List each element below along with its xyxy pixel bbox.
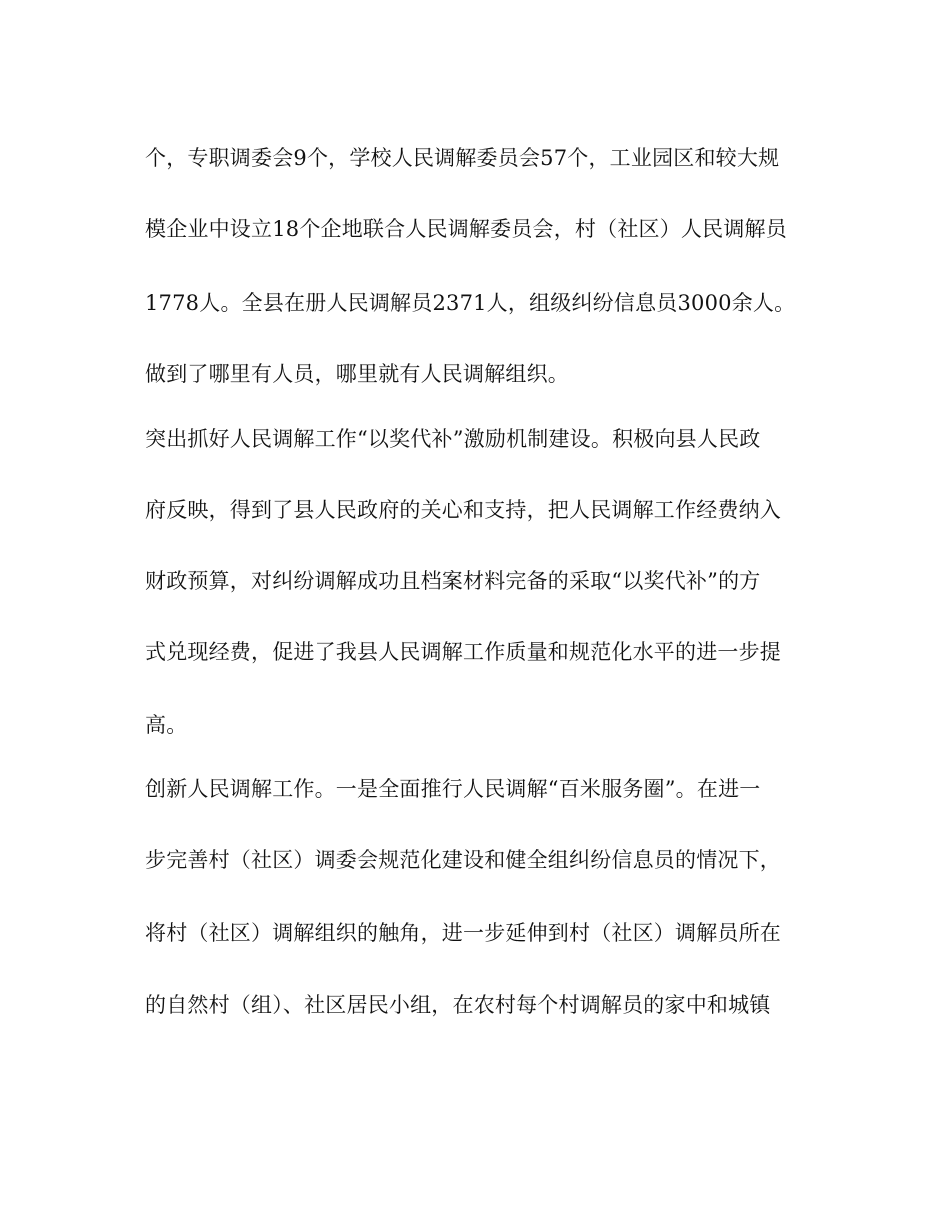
text-line: 模企业中设立18个企地联合人民调解委员会，村（社区）人民调解员 (145, 217, 787, 241)
text-line: 府反映，得到了县人民政府的关心和支持，把人民调解工作经费纳入 (145, 498, 781, 522)
text-line: 将村（社区）调解组织的触角，进一步延伸到村（社区）调解员所在 (145, 921, 781, 945)
text-line: 做到了哪里有人员，哪里就有人民调解组织。 (145, 362, 569, 386)
text-line: 高。 (145, 713, 188, 737)
text-line: 步完善村（社区）调委会规范化建设和健全组纠纷信息员的情况下， (145, 848, 781, 872)
text-line: 个，专职调委会9个，学校人民调解委员会57个，工业园区和较大规 (145, 146, 780, 170)
text-line: 财政预算，对纠纷调解成功且档案材料完备的采取“以奖代补”的方 (145, 569, 761, 593)
text-line: 式兑现经费，促进了我县人民调解工作质量和规范化水平的进一步提 (145, 640, 781, 664)
text-line: 创新人民调解工作。一是全面推行人民调解“百米服务圈”。在进一 (145, 777, 761, 801)
text-line: 突出抓好人民调解工作“以奖代补”激励机制建设。积极向县人民政 (145, 427, 761, 451)
text-line: 1778人。全县在册人民调解员2371人，组级纠纷信息员3000余人。 (145, 291, 796, 315)
text-line: 的自然村（组）、社区居民小组，在农村每个村调解员的家中和城镇 (145, 993, 771, 1017)
